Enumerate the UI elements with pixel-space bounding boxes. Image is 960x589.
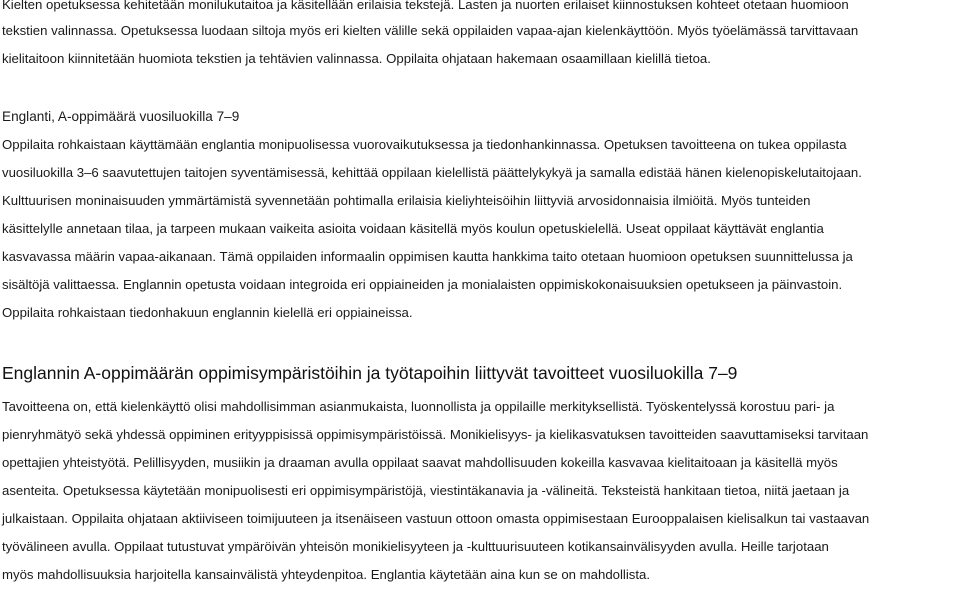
section2-line-5: julkaistaan. Oppilaita ohjataan aktiiviseen toimijuuteen ja itsenäiseen vastuun ottoon omasta oppimisestaan Eurooppalaisen kielisalkun tai vastaavan [2, 511, 870, 526]
section1-line-7: Oppilaita rohkaistaan tiedonhakuun englannin kielellä eri oppiaineissa. [2, 305, 413, 320]
section2-line-4: asenteita. Opetuksessa käytetään monipuolisesti eri oppimisympäristöjä, viestintäkanavia ja -välineitä. Teksteistä hankitaan tietoa, niitä jaetaan ja [2, 483, 850, 498]
intro-line-2: tekstien valinnassa. Opetuksessa luodaan siltoja myös eri kielten välille sekä oppilaiden vapaa-ajan kielenkäyttöön. Myös työelämässä tarvittavaan [2, 23, 859, 38]
section1-line-2: vuosiluokilla 3–6 saavutettujen taitojen syventämisessä, kehittää oppilaan kielellistä päättelykykyä ja samalla edistää hänen kielenopiskelutaitojaan. [2, 165, 862, 180]
intro-line-1: Kielten opetuksessa kehitetään monilukutaitoa ja käsitellään erilaisia tekstejä. Lasten ja nuorten erilaiset kiinnostuksen kohteet otetaan huomioon [2, 0, 849, 12]
intro-line-3: kielitaitoon kiinnitetään huomiota tekstien ja tehtävien valinnassa. Oppilaita ohjataan hakemaan osaamillaan kielillä tietoa. [2, 51, 711, 66]
section2-line-1: Tavoitteena on, että kielenkäyttö olisi mahdollisimman asianmukaista, luonnollista ja oppilaille merkityksellistä. Työskentelyssä korostuu pari- ja [2, 399, 835, 414]
section1-line-6: sisältöjä valittaessa. Englannin opetusta voidaan integroida eri oppiaineiden ja monialaisten oppimiskokonaisuuksien opetukseen ja päinvastoin. [2, 277, 843, 292]
section1-line-5: kasvavassa määrin vapaa-aikanaan. Tämä oppilaiden informaalin oppimisen kautta hankkima taito otetaan huomioon opetuksen suunnittelussa ja [2, 249, 853, 264]
section1-line-4: käsittelylle annetaan tilaa, ja tarpeen mukaan vaikeita asioita voidaan käsitellä myös koulun opetuskielellä. Useat oppilaat käyttävät englantia [2, 221, 824, 236]
section2-line-6: työvälineen avulla. Oppilaat tutustuvat ympäröivän yhteisön monikielisyyteen ja -kulttuurisuuteen kotikansainvälisyyden avulla. Heille tarjotaan [2, 539, 829, 554]
section2-line-7: myös mahdollisuuksia harjoitella kansainvälistä yhteydenpitoa. Englantia käytetään aina kun se on mahdollista. [2, 567, 651, 582]
section1-line-3: Kulttuurisen moninaisuuden ymmärtämistä syvennetään pohtimalla erilaisia kieliyhteisöihin liittyviä arvosidonnaisia ilmiöitä. Myös tunteiden [2, 193, 811, 208]
section2-line-2: pienryhmätyö sekä yhdessä oppiminen erityyppisissä oppimisympäristöissä. Monikielisyys- ja kielikasvatuksen tavoitteiden saavuttamiseksi tarvitaan [2, 427, 869, 442]
section-heading-oppimisymparistot: Englannin A-oppimäärän oppimisympäristöihin ja työtapoihin liittyvät tavoitteet vuosiluokilla 7–9 [2, 363, 738, 383]
section1-line-1: Oppilaita rohkaistaan käyttämään englantia monipuolisessa vuorovaikutuksessa ja tiedonhankinnassa. Opetuksen tavoitteena on tukea oppilasta [2, 137, 847, 152]
section2-line-3: opettajien yhteistyötä. Pelillisyyden, musiikin ja draaman avulla oppilaat saavat mahdollisuuden kokeilla kasvavaa kielitaitoaan ja käsitellä myös [2, 455, 838, 470]
section-heading-englanti-a: Englanti, A-oppimäärä vuosiluokilla 7–9 [2, 109, 240, 124]
